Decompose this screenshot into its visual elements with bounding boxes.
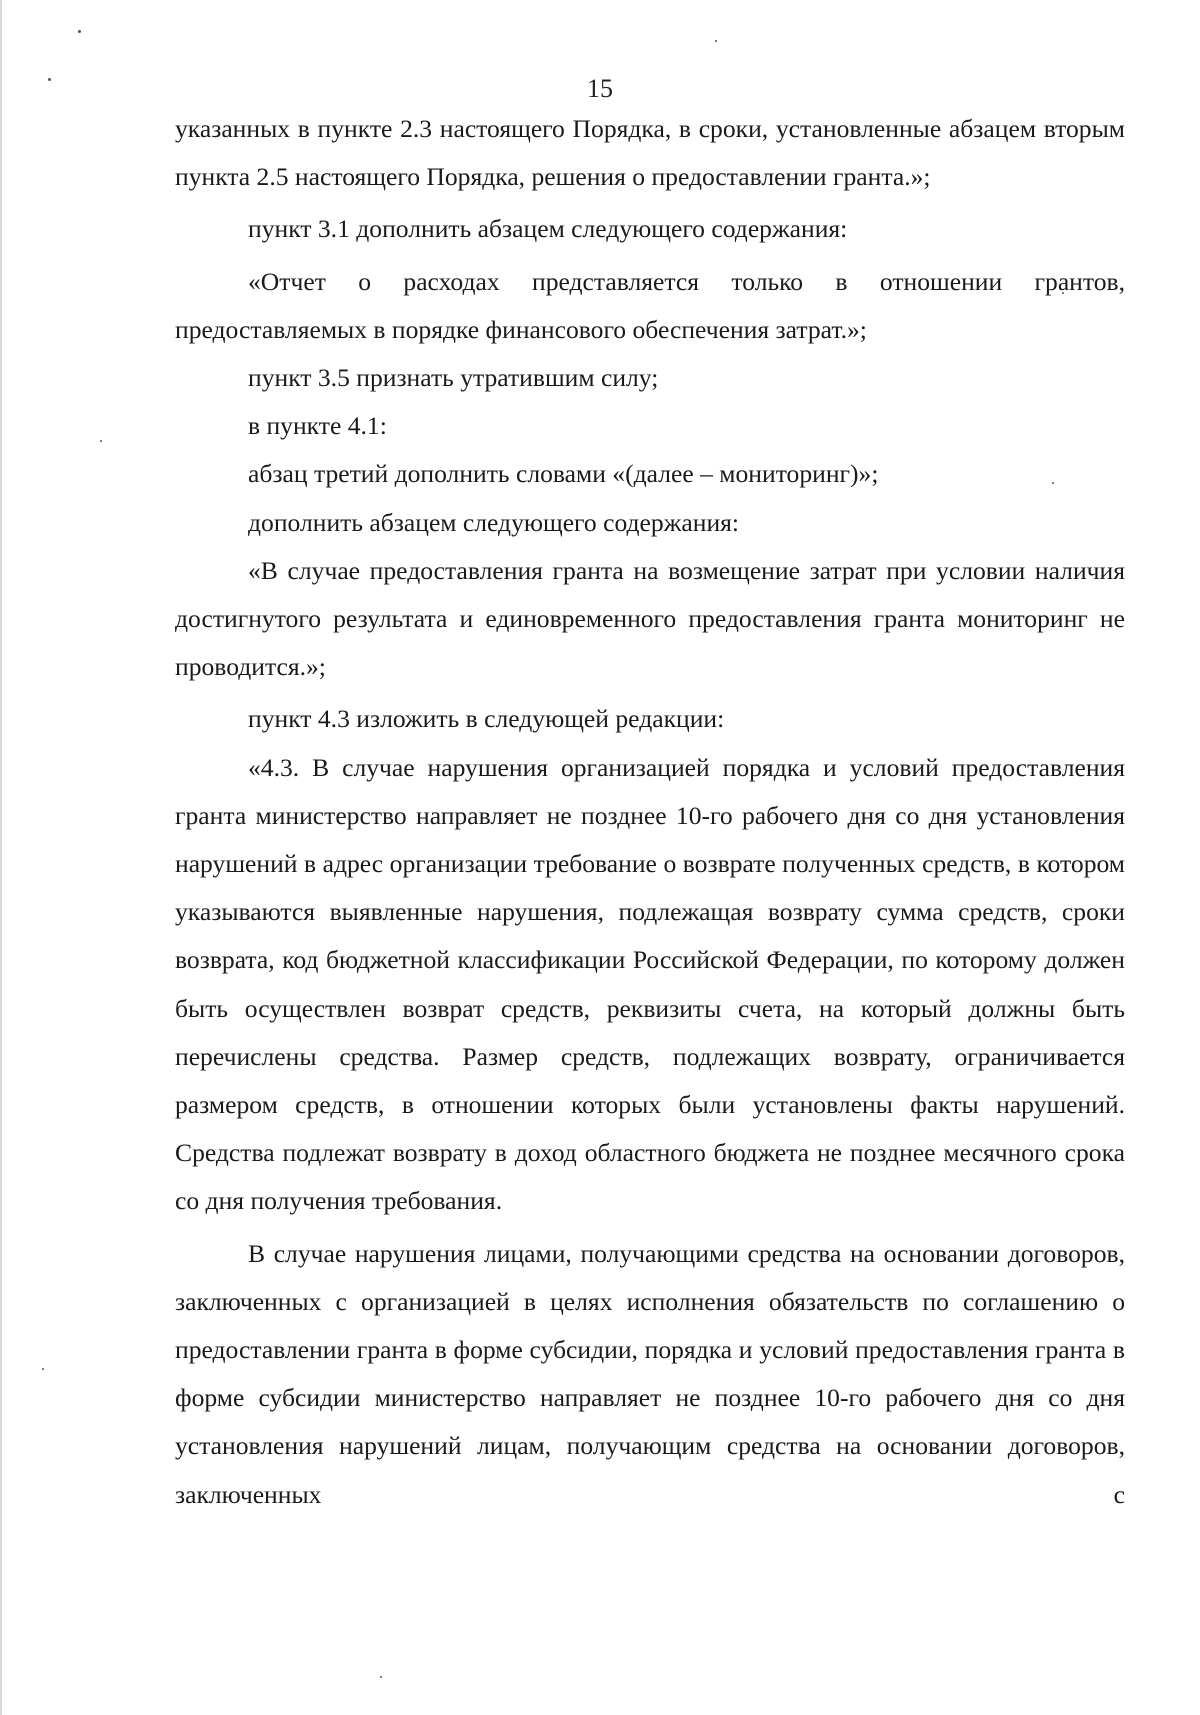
scan-speck (78, 30, 81, 33)
paragraph: пункт 4.3 изложить в следующей редакции: (248, 704, 725, 734)
scan-speck (715, 40, 717, 42)
paragraph: дополнить абзацем следующего содержания: (248, 507, 740, 537)
paragraph: «Отчет о расходах представляется только в отношении грантов, предоставляемых в порядке финансового обеспечения затрат.»; (175, 266, 1125, 344)
scan-speck (380, 1676, 382, 1678)
paragraph: пункт 3.5 признать утратившим силу; (248, 363, 659, 393)
paragraph: «В случае предоставления гранта на возмещение затрат при условии наличия достигнутого результата и единовременного предоставления гранта мониторинг не проводится.»; (175, 555, 1125, 682)
paragraph: «4.3. В случае нарушения организацией порядка и условий предоставления гранта министерство направляет не позднее 10-го рабочего дня со дня установления нарушений в адрес организации требование о возврате полученных средств, в котором указываются выявленные нарушения, подлежащая возврату сумма средств, сроки возврата, код бюджетной классификации Российской Федерации, по которому должен быть осуществлен возврат средств, реквизиты счета, на который должны быть перечислены средства. Размер средств, подлежащих возврату, ограничивается размером средств, в отношении которых были установлены факты нарушений. Средства подлежат возврату в доход областного бюджета не позднее месячного срока со дня получения требования. (175, 752, 1125, 1216)
paragraph: в пункте 4.1: (248, 411, 387, 441)
paragraph: пункт 3.1 дополнить абзацем следующего содержания: (248, 214, 848, 244)
scan-speck (42, 1368, 44, 1370)
page-number: 15 (587, 74, 613, 103)
document-body (175, 105, 1125, 1519)
paragraph: В случае нарушения лицами, получающими средства на основании договоров, заключенных с организацией в целях исполнения обязательств по соглашению о предоставлении гранта в форме субсидии, порядка и условий предоставления гранта в форме субсидии министерство направляет не позднее 10-го рабочего дня со дня установления нарушений лицам, получающим средства на основании договоров, заключенных с (175, 1238, 1125, 1509)
scan-left-edge (0, 0, 2, 1715)
paragraph: абзац третий дополнить словами «(далее – мониторинг)»; (248, 459, 879, 489)
scan-speck (100, 440, 102, 442)
paragraph: указанных в пункте 2.3 настоящего Порядка, в сроки, установленные абзацем вторым пункта 2.5 настоящего Порядка, решения о предоставлении гранта.»; (175, 114, 1125, 192)
